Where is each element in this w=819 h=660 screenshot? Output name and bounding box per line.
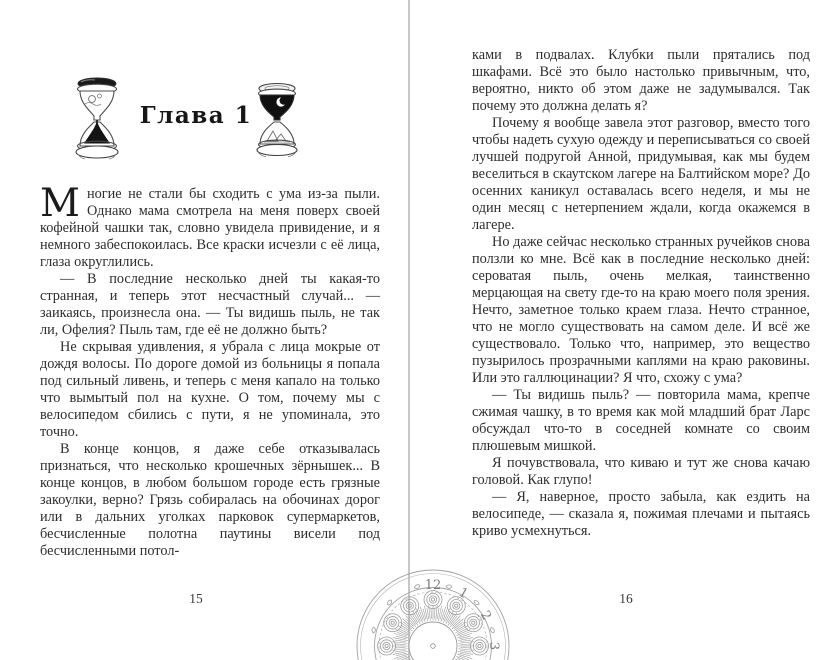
- paragraph: — Я, наверное, просто забыла, как ездить на велосипеде, — сказала я, пожимая плечами и пытаясь криво усмехнуться.: [472, 489, 810, 539]
- paragraph: Я почувствовала, что киваю и тут же снова качаю головой. Как глупо!: [472, 455, 810, 488]
- paragraph: ками в подвалах. Клубки пыли прятались под шкафами. Всё это было настолько привычным, что, вероятно, никто об этом даже не задумывался. Так почему это должна делать я?: [472, 47, 810, 114]
- page-left: [0, 0, 409, 660]
- paragraph: [40, 181, 380, 271]
- page-number-left: 15: [189, 591, 203, 606]
- drop-cap: М: [40, 181, 80, 226]
- hourglass-night-icon: [254, 82, 300, 163]
- paragraph-text: ногие не стали бы сходить с ума из-за пыли. Однако мама смотрела на меня поверх своей кофейной чашки так, словно увидела привидение, и я немного забеспокоилась. Все краски исчезли с её лица, глаза округлились.: [40, 186, 380, 270]
- right-page-text: [472, 47, 810, 540]
- page-number-right: 16: [619, 591, 633, 606]
- paragraph: — Ты видишь пыль? — повторила мама, крепче сжимая чашку, в то время как мой младший брат Ларс обсуждал что-то в соседней комнате со своим плюшевым мишкой.: [472, 387, 810, 454]
- paragraph: Но даже сейчас несколько странных ручейков снова ползли ко мне. Всё как в последние несколько дней: сероватая пыль, очень мелкая, таинственно мерцающая на свету где-то на краю моего поля зрения. Нечто, заметное только краем глаза. Нечто странное, что не могло существовать на самом деле. И всё же существовало. Только что, например, это вещество пузырилось прозрачными каплями на краю раковины. Или это галлюцинации? Я что, схожу с ума?: [472, 234, 810, 386]
- paragraph: Не скрывая удивления, я убрала с лица мокрые от дождя волосы. По дороге домой из больницы я попала под сильный ливень, и теперь с меня капало на только что вымытый пол на кухне. О том, почему мы с велосипедом сбились с пути, я не упоминала, это точно.: [40, 339, 380, 440]
- clock-numeral: 2: [476, 608, 494, 624]
- chapter-heading: Глава 1: [139, 102, 253, 129]
- hourglass-day-icon: [73, 76, 121, 167]
- paragraph: Почему я вообще завела этот разговор, вместо того чтобы надеть сухую одежду и переписываться со своей лучшей подругой Анной, придумывая, как мы будем веселиться в скаутском лагере на Балтийском море? До осенних каникул оставалась всего неделя, и мы не один месяц с нетерпением ждали, когда окажемся в лагере.: [472, 115, 810, 233]
- left-page-text: [40, 181, 380, 560]
- paragraph: В конце концов, я даже себе отказывалась признаться, что несколько крошечных зёрнышек... В конце концов, в любом большом городе есть грязные закоулки, верно? Грязь собиралась на обочинах дорог или в дальних уголках парковок супермаркетов, бесчисленные полотна паутины висели под бесчисленными потол-: [40, 441, 380, 559]
- clock-numeral: 3: [486, 641, 501, 651]
- page-right: [410, 0, 819, 660]
- clock-numeral: 12: [424, 578, 442, 593]
- paragraph: — В последние несколько дней ты какая-то странная, и теперь этот несчастный случай... — заикаясь, произнесла она. — Ты видишь пыль, не так ли, Офелия? Пыль там, где её не должно быть?: [40, 271, 380, 338]
- clock-numeral: 1: [455, 585, 471, 603]
